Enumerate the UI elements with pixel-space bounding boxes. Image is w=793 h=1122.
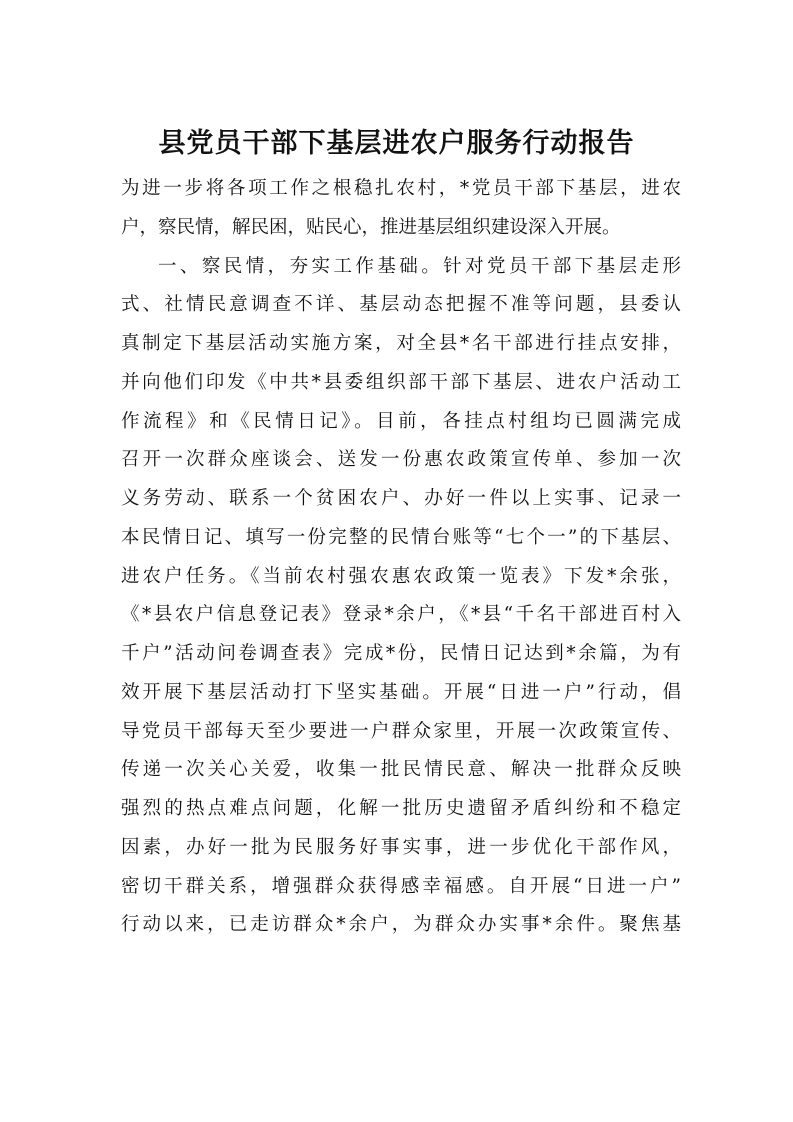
body-line: 为进一步将各项工作之根稳扎农村，*党员干部下基层，进农: [121, 178, 681, 199]
body-line: 行动以来，已走访群众*余户，为群众办实事*余件。聚焦基: [121, 914, 681, 936]
body-line: 进农户任务。《当前农村强农惠农政策一览表》下发*余张，: [121, 565, 681, 587]
body-line: 户，察民情，解民困，贴民心，推进基层组织建设深入开展。: [121, 216, 621, 238]
body-line: 密切干群关系，增强群众获得感幸福感。自开展“日进一户”: [121, 875, 681, 897]
body-line: 强烈的热点难点问题，化解一批历史遗留矛盾纠纷和不稳定: [121, 798, 681, 819]
body-line: 因素，办好一批为民服务好事实事，进一步优化干部作风，: [121, 836, 681, 858]
body-line: 真制定下基层活动实施方案，对全县*名干部进行挂点安排，: [121, 333, 681, 354]
document-title: 县党员干部下基层进农户服务行动报告: [158, 128, 635, 159]
body-line: 导党员干部每天至少要进一户群众家里，开展一次政策宣传、: [121, 720, 681, 742]
body-line: 《*县农户信息登记表》登录*余户，《*县“千名干部进百村入: [121, 604, 681, 626]
body-line: 千户”活动问卷调查表》完成*份，民情日记达到*余篇，为有: [121, 643, 681, 664]
body-line: 效开展下基层活动打下坚实基础。开展“日进一户”行动，倡: [121, 681, 681, 703]
body-line: 一、察民情，夯实工作基础。针对党员干部下基层走形: [158, 255, 681, 277]
document-body: [121, 170, 681, 945]
body-line: 本民情日记、填写一份完整的民情台账等“七个一”的下基层、: [121, 526, 681, 548]
body-line: 作流程》和《民情日记》。目前，各挂点村组均已圆满完成: [121, 410, 681, 432]
body-line: 传递一次关心关爱，收集一批民情民意、解决一批群众反映: [121, 759, 681, 781]
body-line: 义务劳动、联系一个贫困农户、办好一件以上实事、记录一: [121, 488, 681, 509]
body-line: 式、社情民意调查不详、基层动态把握不准等问题，县委认: [121, 294, 681, 316]
body-line: 召开一次群众座谈会、送发一份惠农政策宣传单、参加一次: [121, 449, 681, 471]
body-line: 并向他们印发《中共*县委组织部干部下基层、进农户活动工: [121, 371, 681, 393]
